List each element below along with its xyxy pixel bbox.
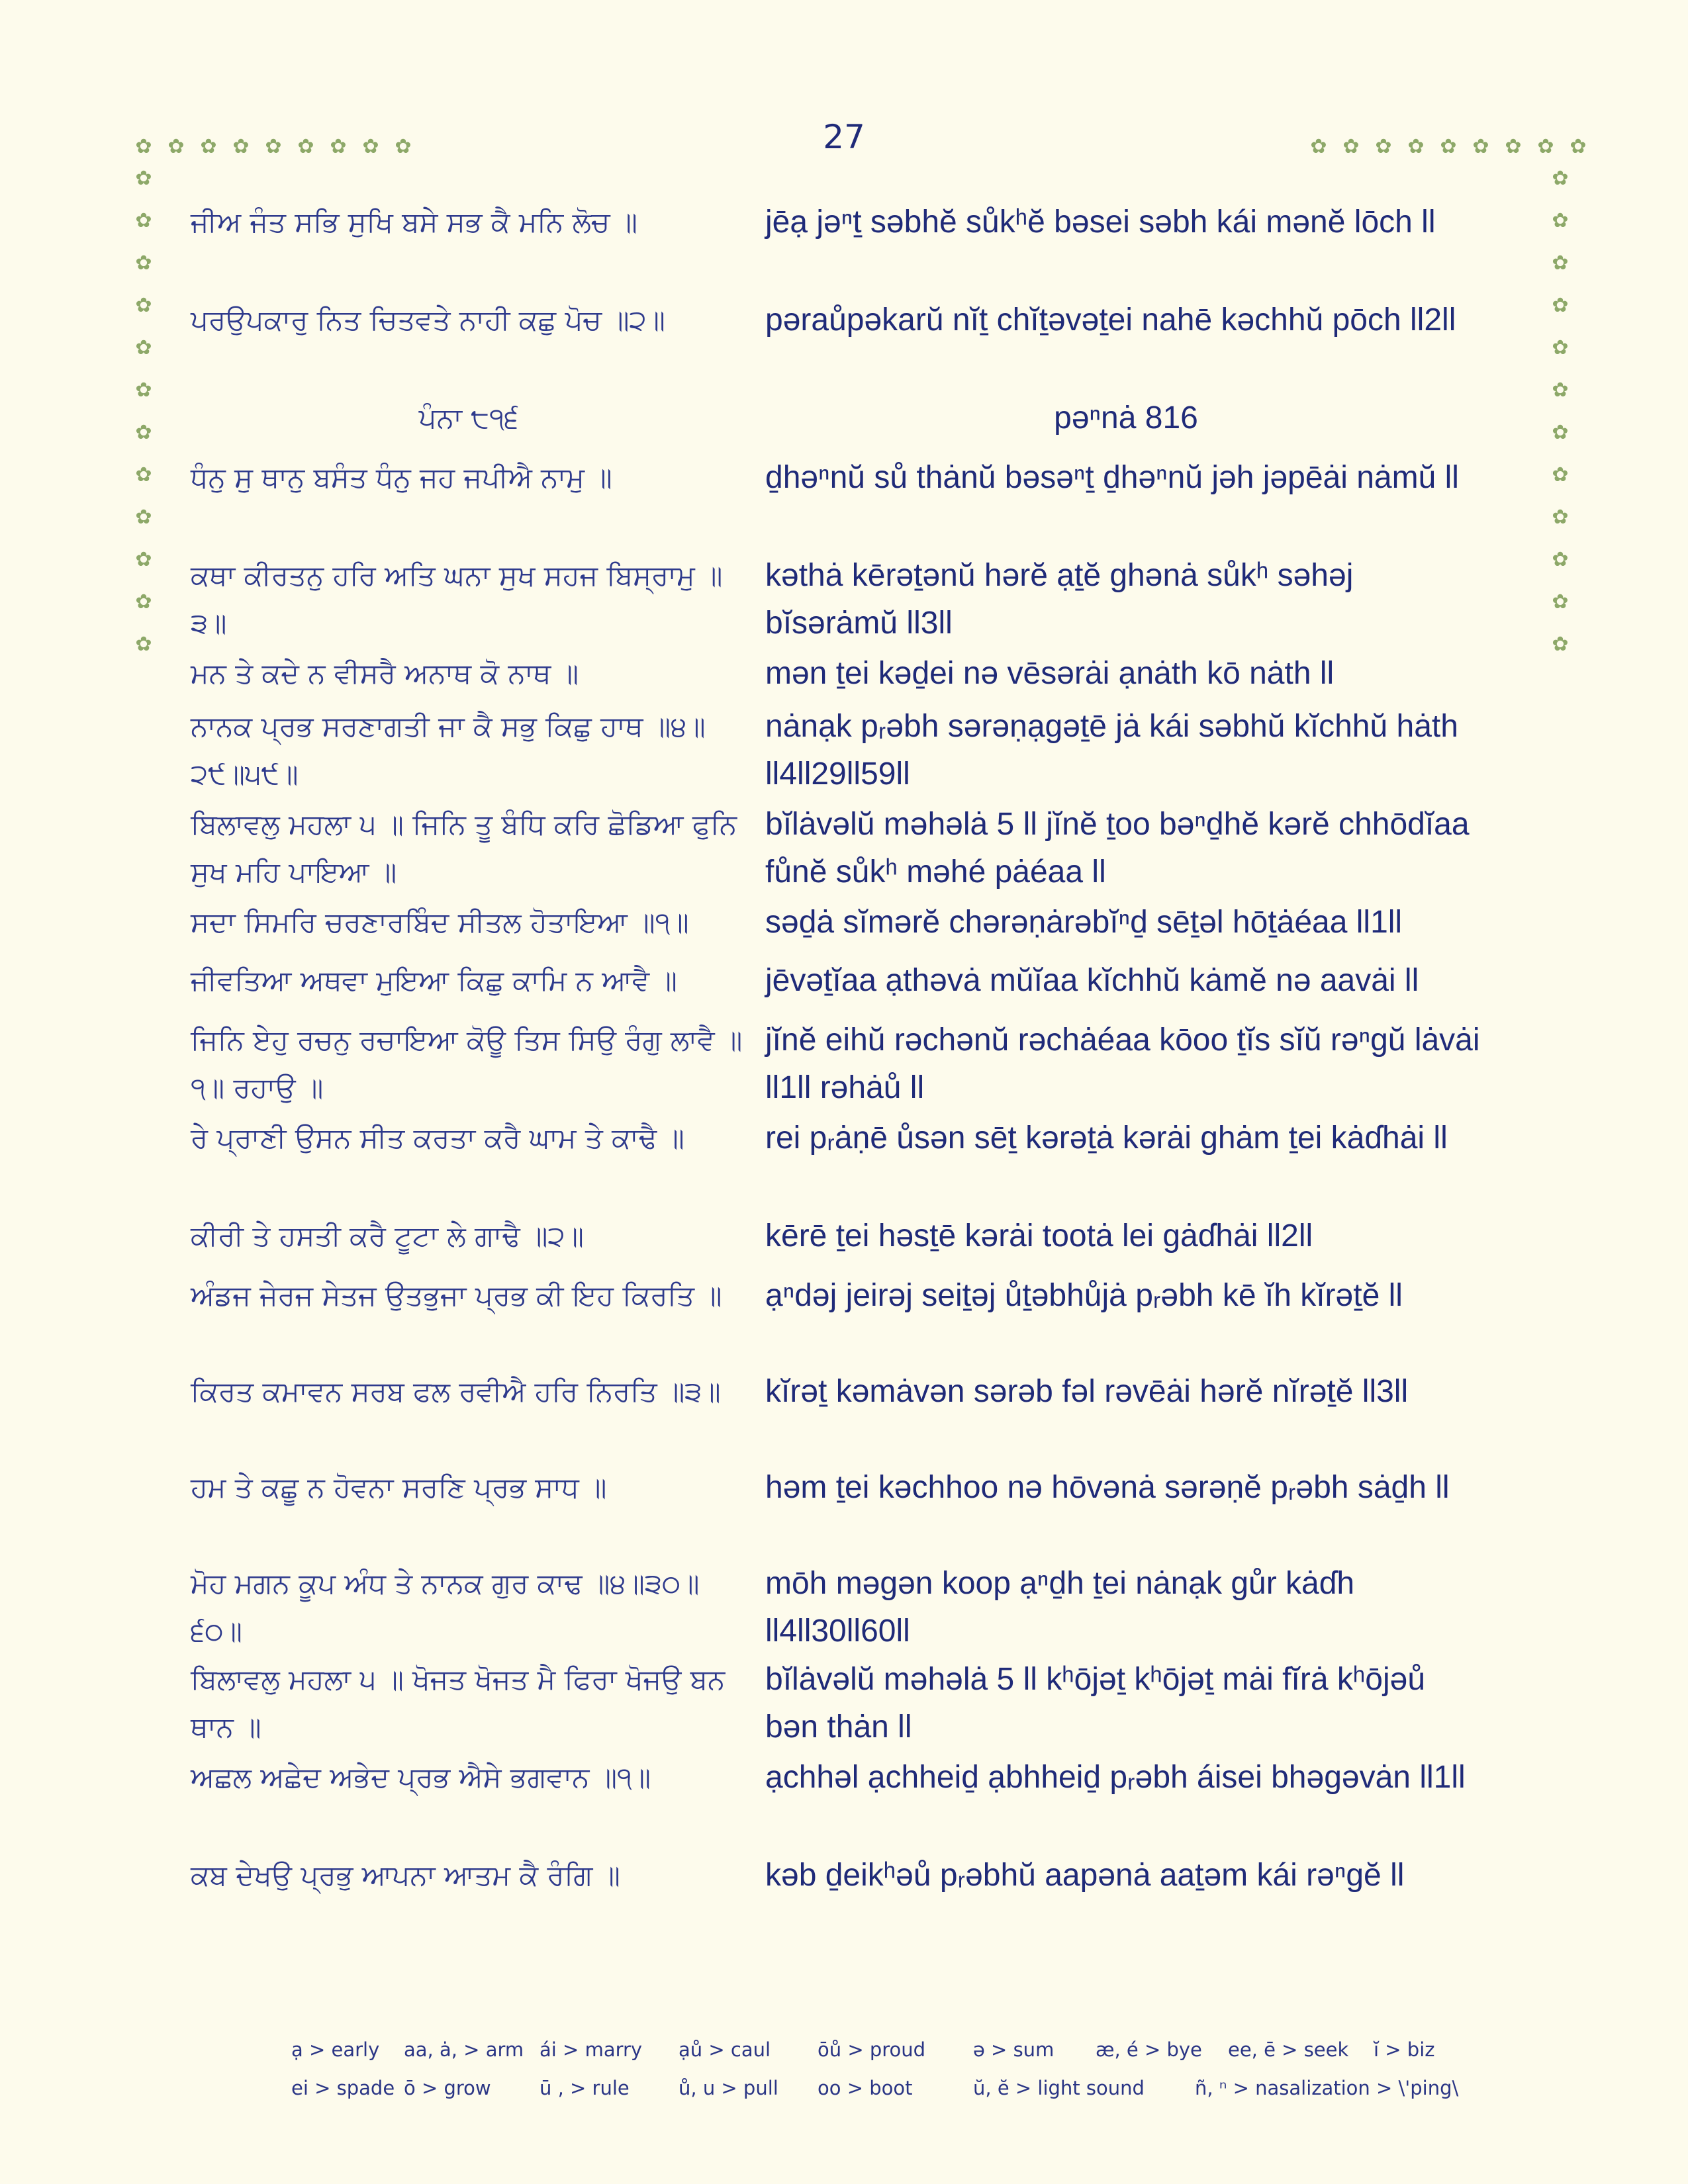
verse-row: [191, 1115, 1515, 1212]
transliteration-line: bĭlȧvəlŭ məhəlȧ 5 ll kʰōjəṯ kʰōjəṯ mȧi fĭrȧ kʰōjəů bən thȧn ll: [765, 1662, 1426, 1745]
flower-ornament-icon: ✿: [135, 506, 152, 529]
flower-ornament-icon: ✿: [200, 135, 217, 158]
flower-ornament-icon: ✿: [135, 590, 152, 614]
verse-row: [191, 1656, 1515, 1754]
legend-row-2: [291, 2077, 1483, 2115]
legend-item: ū , > rule: [539, 2077, 630, 2099]
gurmukhi-line: ਮਨ ਤੇ ਕਦੇ ਨ ਵੀਸਰੈ ਅਨਾਥ ਕੋ ਨਾਥ ॥: [191, 657, 579, 690]
flower-ornament-icon: ✿: [135, 294, 152, 317]
verse-row: [191, 1368, 1515, 1464]
gurmukhi-line: ਹਮ ਤੇ ਕਛੂ ਨ ਹੋਵਨਾ ਸਰਣਿ ਪ੍ਰਭ ਸਾਧ ॥: [191, 1471, 607, 1504]
legend-item: ōů > proud: [818, 2038, 926, 2061]
page-number: 27: [823, 118, 865, 156]
flower-ornament-icon: ✿: [1472, 135, 1489, 158]
transliteration-line: ạchhəl ạchheiḏ ạbhheiḏ pᵣəbh áisei bhəgəvȧn ll1ll: [765, 1760, 1466, 1795]
transliteration-line: həm ṯei kəchhoo nə hōvənȧ sərəṇĕ pᵣəbh sȧḏh ll: [765, 1470, 1450, 1505]
flower-ornament-icon: ✿: [135, 548, 152, 571]
verse-row: [191, 650, 1515, 703]
gurmukhi-line: ਰੇ ਪ੍ਰਾਣੀ ਉਸਨ ਸੀਤ ਕਰਤਾ ਕਰੈ ਘਾਮ ਤੇ ਕਾਢੈ ॥: [191, 1122, 684, 1154]
transliteration-line: ḏhəⁿnŭ sů thȧnŭ bəsəⁿṯ ḏhəⁿnŭ jəh jəpēȧi nȧmŭ ll: [765, 460, 1459, 495]
page-marker-row: [191, 394, 1515, 454]
transliteration-line: kĭrəṯ kəmȧvən sərəb fəl rəvēȧi hərĕ nĭrəṯĕ ll3ll: [765, 1374, 1409, 1409]
right-flower-border: [1549, 167, 1575, 676]
flower-ornament-icon: ✿: [1505, 135, 1522, 158]
verse-row: [191, 454, 1515, 552]
legend-item: ō > grow: [404, 2077, 491, 2099]
legend-item: ə > sum: [973, 2038, 1055, 2061]
flower-ornament-icon: ✿: [1310, 135, 1327, 158]
verse-row: [191, 1017, 1515, 1115]
transliteration-line: kəthȧ kērəṯənŭ hərĕ ạṯĕ ghənȧ sůkʰ səhəj bĭsərȧmŭ ll3ll: [765, 558, 1354, 641]
flower-ornament-icon: ✿: [135, 167, 152, 190]
flower-ornament-icon: ✿: [265, 135, 282, 158]
transliteration-line: səḏȧ sĭmərĕ chərəṇȧrəbĭⁿḏ sēṯəl hōṯȧéaa ll1ll: [765, 905, 1403, 940]
transliteration-line: jĭnĕ eihŭ rəchənŭ rəchȧéaa kōoo ṯĭs sĭŭ rəⁿgŭ lȧvȧi ll1ll rəhȧů ll: [765, 1023, 1480, 1105]
flower-ornament-icon: ✿: [135, 421, 152, 444]
flower-ornament-icon: ✿: [1552, 548, 1569, 571]
flower-ornament-icon: ✿: [362, 135, 379, 158]
gurmukhi-line: ਜਿਨਿ ਏਹੁ ਰਚਨੁ ਰਚਾਇਆ ਕੋਊ ਤਿਸ ਸਿਉ ਰੰਗੁ ਲਾਵੈ ॥੧॥ ਰਹਾਉ ॥: [191, 1024, 743, 1104]
gurmukhi-line: ਮੋਹ ਮਗਨ ਕੂਪ ਅੰਧ ਤੇ ਨਾਨਕ ਗੁਰ ਕਾਢ ॥੪॥੩੦॥੬੦॥: [191, 1567, 700, 1647]
verse-row: [191, 1852, 1515, 1905]
verse-row: [191, 552, 1515, 650]
flower-ornament-icon: ✿: [135, 336, 152, 359]
transliteration-line: kəb ḏeikʰəů pᵣəbhŭ aapənȧ aaṯəm kái rəⁿgĕ ll: [765, 1858, 1405, 1893]
top-right-flower-border: [1307, 136, 1589, 169]
left-flower-border: [132, 167, 159, 676]
legend-item: ů, u > pull: [679, 2077, 778, 2099]
flower-ornament-icon: ✿: [1552, 506, 1569, 529]
flower-ornament-icon: ✿: [1552, 294, 1569, 317]
flower-ornament-icon: ✿: [297, 135, 314, 158]
legend-item: ŭ, ĕ > light sound: [973, 2077, 1145, 2099]
legend-item: ee, ē > seek: [1228, 2038, 1349, 2061]
verse-row: [191, 1754, 1515, 1852]
transliteration-line: ạⁿdəj jeirəj seiṯəj ůṯəbhůjȧ pᵣəbh kē ĭh kĭrəṯĕ ll: [765, 1278, 1403, 1313]
legend-item: æ, é > bye: [1096, 2038, 1202, 2061]
flower-ornament-icon: ✿: [1552, 167, 1569, 190]
legend-item: ạů > caul: [679, 2038, 771, 2061]
gurmukhi-line: ਕਬ ਦੇਖਉ ਪ੍ਰਭੁ ਆਪਨਾ ਆਤਮ ਕੈ ਰੰਗਿ ॥: [191, 1859, 620, 1891]
gurmukhi-line: ਅਛਲ ਅਛੇਦ ਅਭੇਦ ਪ੍ਰਭ ਐਸੇ ਭਗਵਾਨ ॥੧॥: [191, 1761, 651, 1794]
verse-row: [191, 296, 1515, 394]
gurmukhi-line: ਨਾਨਕ ਪ੍ਰਭ ਸਰਣਾਗਤੀ ਜਾ ਕੈ ਸਭੁ ਕਿਛੁ ਹਾਥ ॥੪॥੨੯॥੫੯॥: [191, 710, 706, 790]
legend-item: ĭ > biz: [1374, 2038, 1435, 2061]
transliteration-line: mən ṯei kəḏei nə vēsərȧi ạnȧth kō nȧth ll: [765, 656, 1335, 691]
flower-ornament-icon: ✿: [1552, 421, 1569, 444]
flower-ornament-icon: ✿: [1552, 379, 1569, 402]
flower-ornament-icon: ✿: [1552, 209, 1569, 232]
verse-row: [191, 1560, 1515, 1656]
pronunciation-legend: [291, 2038, 1483, 2115]
flower-ornament-icon: ✿: [135, 135, 152, 158]
gurmukhi-line: ਜੀਅ ਜੰਤ ਸਭਿ ਸੁਖਿ ਬਸੇ ਸਭ ਕੈ ਮਨਿ ਲੋਚ ॥: [191, 206, 637, 238]
transliteration-line: mōh məgən koop ạⁿḏh ṯei nȧnạk gůr kȧɗh ll4ll30ll60ll: [765, 1566, 1355, 1649]
flower-ornament-icon: ✿: [1570, 135, 1587, 158]
flower-ornament-icon: ✿: [232, 135, 250, 158]
flower-ornament-icon: ✿: [395, 135, 412, 158]
gurmukhi-line: ਬਿਲਾਵਲੁ ਮਹਲਾ ੫ ॥ ਜਿਨਿ ਤੂ ਬੰਧਿ ਕਰਿ ਛੋਡਿਆ ਫੁਨਿ ਸੁਖ ਮਹਿ ਪਾਇਆ ॥: [191, 808, 737, 888]
verse-row: [191, 1464, 1515, 1560]
legend-item: ñ, ⁿ > nasalization > \'ping\: [1195, 2077, 1459, 2099]
verse-row: [191, 899, 1515, 957]
flower-ornament-icon: ✿: [1552, 336, 1569, 359]
flower-ornament-icon: ✿: [1375, 135, 1392, 158]
legend-item: ái > marry: [539, 2038, 643, 2061]
verse-row: [191, 801, 1515, 899]
flower-ornament-icon: ✿: [135, 463, 152, 486]
gurmukhi-line: ਕਥਾ ਕੀਰਤਨੁ ਹਰਿ ਅਤਿ ਘਨਾ ਸੁਖ ਸਹਜ ਬਿਸ੍ਰਾਮੁ ॥੩॥: [191, 559, 723, 639]
legend-row-1: [291, 2038, 1483, 2077]
verse-list: [191, 199, 1515, 1905]
verse-row: [191, 1272, 1515, 1368]
gurmukhi-line: ਬਿਲਾਵਲੁ ਮਹਲਾ ੫ ॥ ਖੋਜਤ ਖੋਜਤ ਮੈ ਫਿਰਾ ਖੋਜਉ ਬਨ ਥਾਨ ॥: [191, 1663, 726, 1743]
flower-ornament-icon: ✿: [135, 209, 152, 232]
gurmukhi-line: ਕੀਰੀ ਤੇ ਹਸਤੀ ਕਰੈ ਟੂਟਾ ਲੇ ਗਾਢੈ ॥੨॥: [191, 1220, 584, 1252]
gurmukhi-line: ਕਿਰਤ ਕਮਾਵਨ ਸਰਬ ਫਲ ਰਵੀਐ ਹਰਿ ਨਿਰਤਿ ॥੩॥: [191, 1375, 721, 1408]
flower-ornament-icon: ✿: [1552, 463, 1569, 486]
verse-row: [191, 1212, 1515, 1272]
transliteration-line: rei pᵣȧṇē ůsən sēṯ kərəṯȧ kərȧi ghȧm ṯei kȧɗhȧi ll: [765, 1120, 1448, 1156]
gurmukhi-line: ਜੀਵਤਿਆ ਅਥਵਾ ਮੁਇਆ ਕਿਛੁ ਕਾਮਿ ਨ ਆਵੈ ॥: [191, 964, 677, 997]
verse-row: [191, 199, 1515, 296]
transliteration-line: bĭlȧvəlŭ məhəlȧ 5 ll jĭnĕ ṯoo bəⁿḏhĕ kərĕ chhōdĭaa fůnĕ sůkʰ məhé pȧéaa ll: [765, 807, 1470, 889]
flower-ornament-icon: ✿: [1407, 135, 1425, 158]
gurmukhi-line: ਸਦਾ ਸਿਮਰਿ ਚਰਣਾਰਬਿੰਦ ਸੀਤਲ ਹੋਤਾਇਆ ॥੧॥: [191, 906, 689, 938]
gurmukhi-line: ਅੰਡਜ ਜੇਰਜ ਸੇਤਜ ਉਤਭੁਜਾ ਪ੍ਰਭ ਕੀ ਇਹ ਕਿਰਤਿ ॥: [191, 1279, 722, 1312]
flower-ornament-icon: ✿: [1342, 135, 1360, 158]
flower-ornament-icon: ✿: [330, 135, 347, 158]
flower-ornament-icon: ✿: [167, 135, 185, 158]
transliteration-line: jēạ jəⁿṯ səbhĕ sůkʰĕ bəsei səbh kái mənĕ lōch ll: [765, 205, 1436, 240]
legend-item: oo > boot: [818, 2077, 913, 2099]
flower-ornament-icon: ✿: [1537, 135, 1554, 158]
transliteration-line: nȧnạk pᵣəbh sərəṇạgəṯē jȧ kái səbhŭ kĭchhŭ hȧth ll4ll29ll59ll: [765, 709, 1458, 792]
transliteration-line: pəraůpəkarŭ nĭṯ chĭṯəvəṯei nahē kəchhŭ pōch ll2ll: [765, 302, 1456, 338]
legend-item: ei > spade: [291, 2077, 395, 2099]
transliteration-page-marker: pəⁿnȧ 816: [1054, 400, 1198, 435]
verse-row: [191, 957, 1515, 1017]
flower-ornament-icon: ✿: [1552, 590, 1569, 614]
legend-item: aa, ȧ, > arm: [404, 2038, 524, 2061]
flower-ornament-icon: ✿: [135, 251, 152, 275]
gurmukhi-line: ਧੰਨੁ ਸੁ ਥਾਨੁ ਬਸੰਤ ਧੰਨੁ ਜਹ ਜਪੀਐ ਨਾਮੁ ॥: [191, 461, 612, 494]
top-left-flower-border: [132, 136, 414, 169]
flower-ornament-icon: ✿: [1440, 135, 1457, 158]
flower-ornament-icon: ✿: [1552, 633, 1569, 656]
verse-row: [191, 703, 1515, 801]
legend-item: ạ > early: [291, 2038, 380, 2061]
transliteration-line: kērē ṯei həsṯē kərȧi tootȧ lei gȧɗhȧi ll2ll: [765, 1218, 1313, 1253]
flower-ornament-icon: ✿: [1552, 251, 1569, 275]
gurmukhi-line: ਪਰਉਪਕਾਰੁ ਨਿਤ ਚਿਤਵਤੇ ਨਾਹੀ ਕਛੁ ਪੋਚ ॥੨॥: [191, 304, 665, 336]
flower-ornament-icon: ✿: [135, 633, 152, 656]
transliteration-line: jēvəṯĭaa ạthəvȧ mŭĭaa kĭchhŭ kȧmĕ nə aavȧi ll: [765, 963, 1419, 998]
gurmukhi-page-marker: ਪੰਨਾ ੮੧੬: [418, 402, 519, 434]
flower-ornament-icon: ✿: [135, 379, 152, 402]
